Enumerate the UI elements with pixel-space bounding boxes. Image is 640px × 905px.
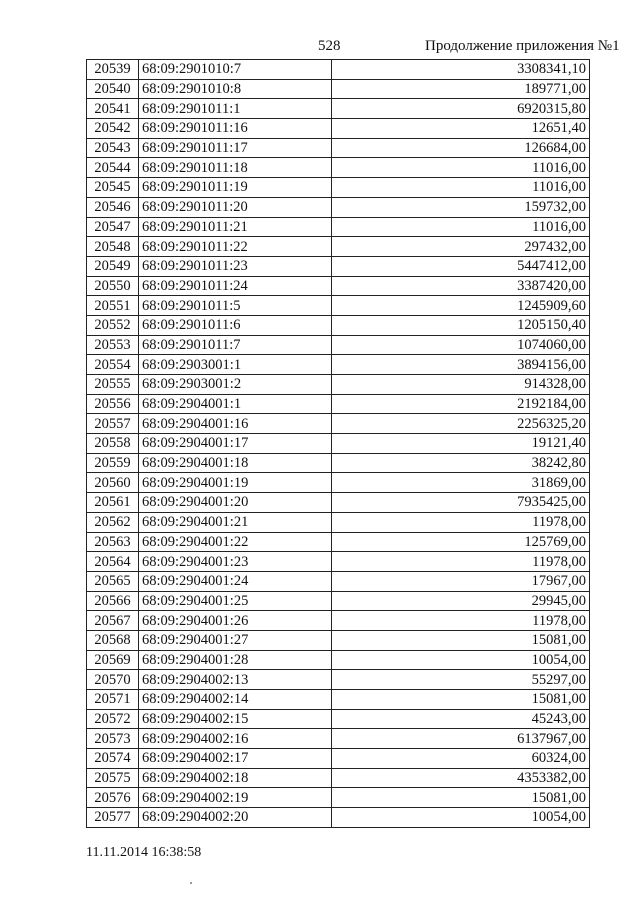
table-row xyxy=(87,512,590,532)
table-row xyxy=(87,197,590,217)
row-number-cell: 20557 xyxy=(87,414,139,434)
value-cell: 11016,00 xyxy=(332,217,590,237)
row-number-cell: 20576 xyxy=(87,788,139,808)
table-row xyxy=(87,788,590,808)
row-number-cell: 20541 xyxy=(87,99,139,119)
row-number-cell: 20542 xyxy=(87,119,139,139)
value-cell: 1205150,40 xyxy=(332,315,590,335)
value-cell: 126684,00 xyxy=(332,138,590,158)
row-number-cell: 20572 xyxy=(87,709,139,729)
cadastral-table xyxy=(86,59,590,828)
table-row xyxy=(87,375,590,395)
value-cell: 7935425,00 xyxy=(332,493,590,513)
cadastral-number-cell: 68:09:2904001:27 xyxy=(139,630,332,650)
table-row xyxy=(87,768,590,788)
value-cell: 11978,00 xyxy=(332,611,590,631)
value-cell: 5447412,00 xyxy=(332,256,590,276)
value-cell: 159732,00 xyxy=(332,197,590,217)
value-cell: 3308341,10 xyxy=(332,60,590,80)
table-row xyxy=(87,355,590,375)
table-row xyxy=(87,808,590,828)
row-number-cell: 20565 xyxy=(87,571,139,591)
cadastral-number-cell: 68:09:2904001:17 xyxy=(139,434,332,454)
row-number-cell: 20545 xyxy=(87,178,139,198)
page-number: 528 xyxy=(318,38,341,54)
row-number-cell: 20552 xyxy=(87,315,139,335)
table-row xyxy=(87,690,590,710)
value-cell: 19121,40 xyxy=(332,434,590,454)
cadastral-number-cell: 68:09:2901011:19 xyxy=(139,178,332,198)
cadastral-number-cell: 68:09:2904002:18 xyxy=(139,768,332,788)
appendix-title: Продолжение приложения №1 xyxy=(425,38,620,54)
cadastral-number-cell: 68:09:2904002:15 xyxy=(139,709,332,729)
value-cell: 2256325,20 xyxy=(332,414,590,434)
table-row xyxy=(87,237,590,257)
row-number-cell: 20570 xyxy=(87,670,139,690)
cadastral-number-cell: 68:09:2904001:26 xyxy=(139,611,332,631)
cadastral-number-cell: 68:09:2904001:16 xyxy=(139,414,332,434)
cadastral-number-cell: 68:09:2904001:1 xyxy=(139,394,332,414)
row-number-cell: 20554 xyxy=(87,355,139,375)
footer-timestamp: 11.11.2014 16:38:58 xyxy=(86,845,202,860)
row-number-cell: 20560 xyxy=(87,473,139,493)
row-number-cell: 20559 xyxy=(87,453,139,473)
row-number-cell: 20566 xyxy=(87,591,139,611)
value-cell: 31869,00 xyxy=(332,473,590,493)
value-cell: 125769,00 xyxy=(332,532,590,552)
row-number-cell: 20555 xyxy=(87,375,139,395)
value-cell: 3894156,00 xyxy=(332,355,590,375)
value-cell: 914328,00 xyxy=(332,375,590,395)
value-cell: 45243,00 xyxy=(332,709,590,729)
cadastral-number-cell: 68:09:2901011:21 xyxy=(139,217,332,237)
table-row xyxy=(87,138,590,158)
cadastral-number-cell: 68:09:2901011:17 xyxy=(139,138,332,158)
value-cell: 297432,00 xyxy=(332,237,590,257)
cadastral-number-cell: 68:09:2904002:19 xyxy=(139,788,332,808)
table-row xyxy=(87,611,590,631)
table-row xyxy=(87,473,590,493)
row-number-cell: 20549 xyxy=(87,256,139,276)
cadastral-number-cell: 68:09:2904002:20 xyxy=(139,808,332,828)
value-cell: 12651,40 xyxy=(332,119,590,139)
table-row xyxy=(87,99,590,119)
table-row xyxy=(87,119,590,139)
table-row xyxy=(87,217,590,237)
value-cell: 38242,80 xyxy=(332,453,590,473)
table-row xyxy=(87,256,590,276)
value-cell: 6137967,00 xyxy=(332,729,590,749)
value-cell: 55297,00 xyxy=(332,670,590,690)
row-number-cell: 20539 xyxy=(87,60,139,80)
table-row xyxy=(87,670,590,690)
row-number-cell: 20577 xyxy=(87,808,139,828)
value-cell: 3387420,00 xyxy=(332,276,590,296)
table-row xyxy=(87,591,590,611)
cadastral-number-cell: 68:09:2904001:25 xyxy=(139,591,332,611)
table-row xyxy=(87,414,590,434)
table-row xyxy=(87,749,590,769)
cadastral-number-cell: 68:09:2901011:24 xyxy=(139,276,332,296)
table-row xyxy=(87,434,590,454)
table-row xyxy=(87,552,590,572)
row-number-cell: 20543 xyxy=(87,138,139,158)
value-cell: 15081,00 xyxy=(332,788,590,808)
cadastral-number-cell: 68:09:2904002:17 xyxy=(139,749,332,769)
cadastral-number-cell: 68:09:2904001:19 xyxy=(139,473,332,493)
row-number-cell: 20568 xyxy=(87,630,139,650)
row-number-cell: 20564 xyxy=(87,552,139,572)
cadastral-number-cell: 68:09:2904002:13 xyxy=(139,670,332,690)
row-number-cell: 20569 xyxy=(87,650,139,670)
cadastral-number-cell: 68:09:2904001:22 xyxy=(139,532,332,552)
cadastral-number-cell: 68:09:2901011:7 xyxy=(139,335,332,355)
table-body xyxy=(87,60,590,828)
value-cell: 10054,00 xyxy=(332,808,590,828)
value-cell: 10054,00 xyxy=(332,650,590,670)
cadastral-number-cell: 68:09:2904002:16 xyxy=(139,729,332,749)
cadastral-number-cell: 68:09:2901010:7 xyxy=(139,60,332,80)
value-cell: 15081,00 xyxy=(332,630,590,650)
row-number-cell: 20548 xyxy=(87,237,139,257)
value-cell: 11978,00 xyxy=(332,512,590,532)
value-cell: 17967,00 xyxy=(332,571,590,591)
cadastral-number-cell: 68:09:2901011:22 xyxy=(139,237,332,257)
table-row xyxy=(87,335,590,355)
table-row xyxy=(87,79,590,99)
table-row xyxy=(87,571,590,591)
value-cell: 29945,00 xyxy=(332,591,590,611)
table-row xyxy=(87,630,590,650)
row-number-cell: 20574 xyxy=(87,749,139,769)
row-number-cell: 20573 xyxy=(87,729,139,749)
cadastral-number-cell: 68:09:2901011:20 xyxy=(139,197,332,217)
cadastral-number-cell: 68:09:2904001:24 xyxy=(139,571,332,591)
cadastral-number-cell: 68:09:2904001:28 xyxy=(139,650,332,670)
value-cell: 1074060,00 xyxy=(332,335,590,355)
value-cell: 6920315,80 xyxy=(332,99,590,119)
value-cell: 1245909,60 xyxy=(332,296,590,316)
cadastral-number-cell: 68:09:2904001:18 xyxy=(139,453,332,473)
value-cell: 15081,00 xyxy=(332,690,590,710)
value-cell: 11978,00 xyxy=(332,552,590,572)
cadastral-number-cell: 68:09:2901011:18 xyxy=(139,158,332,178)
cadastral-number-cell: 68:09:2903001:2 xyxy=(139,375,332,395)
table-row xyxy=(87,650,590,670)
table-row xyxy=(87,709,590,729)
table-row xyxy=(87,493,590,513)
table-row xyxy=(87,178,590,198)
row-number-cell: 20556 xyxy=(87,394,139,414)
cadastral-number-cell: 68:09:2904002:14 xyxy=(139,690,332,710)
table-row xyxy=(87,394,590,414)
row-number-cell: 20575 xyxy=(87,768,139,788)
value-cell: 60324,00 xyxy=(332,749,590,769)
row-number-cell: 20571 xyxy=(87,690,139,710)
cadastral-number-cell: 68:09:2901011:5 xyxy=(139,296,332,316)
cadastral-number-cell: 68:09:2901011:23 xyxy=(139,256,332,276)
value-cell: 11016,00 xyxy=(332,178,590,198)
table-row xyxy=(87,453,590,473)
cadastral-number-cell: 68:09:2901011:1 xyxy=(139,99,332,119)
cadastral-number-cell: 68:09:2904001:23 xyxy=(139,552,332,572)
cadastral-number-cell: 68:09:2904001:21 xyxy=(139,512,332,532)
row-number-cell: 20561 xyxy=(87,493,139,513)
table-row xyxy=(87,532,590,552)
value-cell: 4353382,00 xyxy=(332,768,590,788)
table-row xyxy=(87,315,590,335)
cadastral-number-cell: 68:09:2903001:1 xyxy=(139,355,332,375)
value-cell: 189771,00 xyxy=(332,79,590,99)
table-row xyxy=(87,60,590,80)
table-row xyxy=(87,158,590,178)
row-number-cell: 20567 xyxy=(87,611,139,631)
cadastral-number-cell: 68:09:2901010:8 xyxy=(139,79,332,99)
cadastral-number-cell: 68:09:2904001:20 xyxy=(139,493,332,513)
row-number-cell: 20550 xyxy=(87,276,139,296)
row-number-cell: 20562 xyxy=(87,512,139,532)
row-number-cell: 20546 xyxy=(87,197,139,217)
row-number-cell: 20558 xyxy=(87,434,139,454)
table-row xyxy=(87,729,590,749)
value-cell: 11016,00 xyxy=(332,158,590,178)
row-number-cell: 20540 xyxy=(87,79,139,99)
scan-speck xyxy=(190,882,192,884)
table-row xyxy=(87,296,590,316)
table-row xyxy=(87,276,590,296)
cadastral-number-cell: 68:09:2901011:6 xyxy=(139,315,332,335)
cadastral-number-cell: 68:09:2901011:16 xyxy=(139,119,332,139)
row-number-cell: 20551 xyxy=(87,296,139,316)
row-number-cell: 20544 xyxy=(87,158,139,178)
row-number-cell: 20553 xyxy=(87,335,139,355)
value-cell: 2192184,00 xyxy=(332,394,590,414)
row-number-cell: 20563 xyxy=(87,532,139,552)
row-number-cell: 20547 xyxy=(87,217,139,237)
